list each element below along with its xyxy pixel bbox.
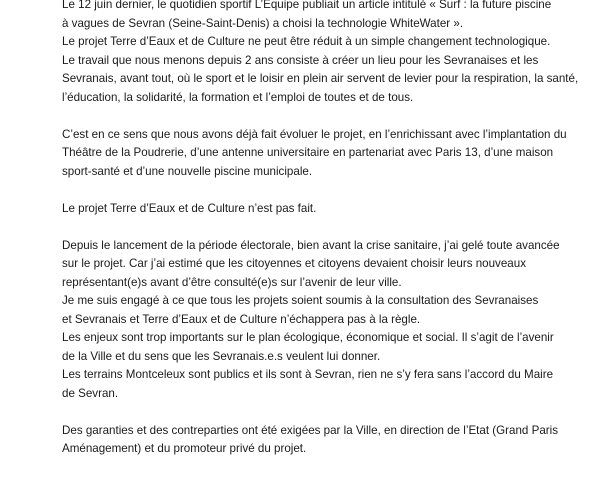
text-line: Théâtre de la Poudrerie, d’une antenne universitaire en partenariat avec Paris 13, d’une maison [62,146,554,159]
text-line: Sevranais, avant tout, où le sport et le loisir en plein air servent de levier pour la respiration, la santé, [62,72,579,85]
text-line: Le projet Terre d’Eaux et de Culture n’est pas fait. [62,201,317,215]
text-line: représentant(e)s avant d’être consulté(e)s sur l’avenir de leur ville. [62,275,402,289]
text-line: Des garanties et des contreparties ont été exigées par la Ville, en direction de l’Etat (Grand Paris [62,423,559,437]
paragraph-evolution [62,126,567,182]
text-line: C’est en ce sens que nous avons déjà fait évoluer le projet, en l’enrichissant avec l’implantation du [62,127,567,141]
text-line: l’éducation, la solidarité, la formation et l’emploi de toutes et de tous. [62,90,414,104]
paragraph-not-done [62,200,558,219]
text-line: sport-santé et d’une nouvelle piscine municipale. [62,164,313,178]
text-line: Le travail que nous menons depuis 2 ans consiste à créer un lieu pour les Sevranaises et les [62,53,539,67]
text-line: Les enjeux sont trop importants sur le plan écologique, économique et social. Il s’agit de l’avenir [62,331,554,344]
text-line: Aménagement) et du promoteur privé du projet. [62,442,307,455]
text-line: Le 12 juin dernier, le quotidien sportif L’Equipe publiait un article intitulé « Surf : la future piscine [62,0,552,11]
text-line: et Sevranais et Terre d’Eaux et de Culture n’échappera pas à la règle. [62,312,421,326]
text-line: de Sevran. [62,386,119,400]
paragraph-intro [62,0,579,107]
text-line: Le projet Terre d’Eaux et de Culture ne peut être réduit à un simple changement technologique. [62,35,551,48]
paragraph-electoral [62,237,558,404]
text-line: sur le projet. Car j’ai estimé que les citoyennes et citoyens devaient choisir leurs nouveaux [62,257,526,270]
text-line: à vagues de Sevran (Seine-Saint-Denis) a choisi la technologie WhiteWater ». [62,16,464,30]
text-line: de la Ville et du sens que les Sevranais.e.s veulent lui donner. [62,349,381,363]
paragraph-guarantees [62,422,558,459]
document-body [62,0,579,477]
text-line: Je me suis engagé à ce que tous les projets soient soumis à la consultation des Sevranaises [62,294,539,307]
text-line: Les terrains Montceleux sont publics et ils sont à Sevran, rien ne s’y fera sans l’accord du Maire [62,368,554,381]
text-line: Depuis le lancement de la période électorale, bien avant la crise sanitaire, j’ai gelé toute avancée [62,238,560,252]
